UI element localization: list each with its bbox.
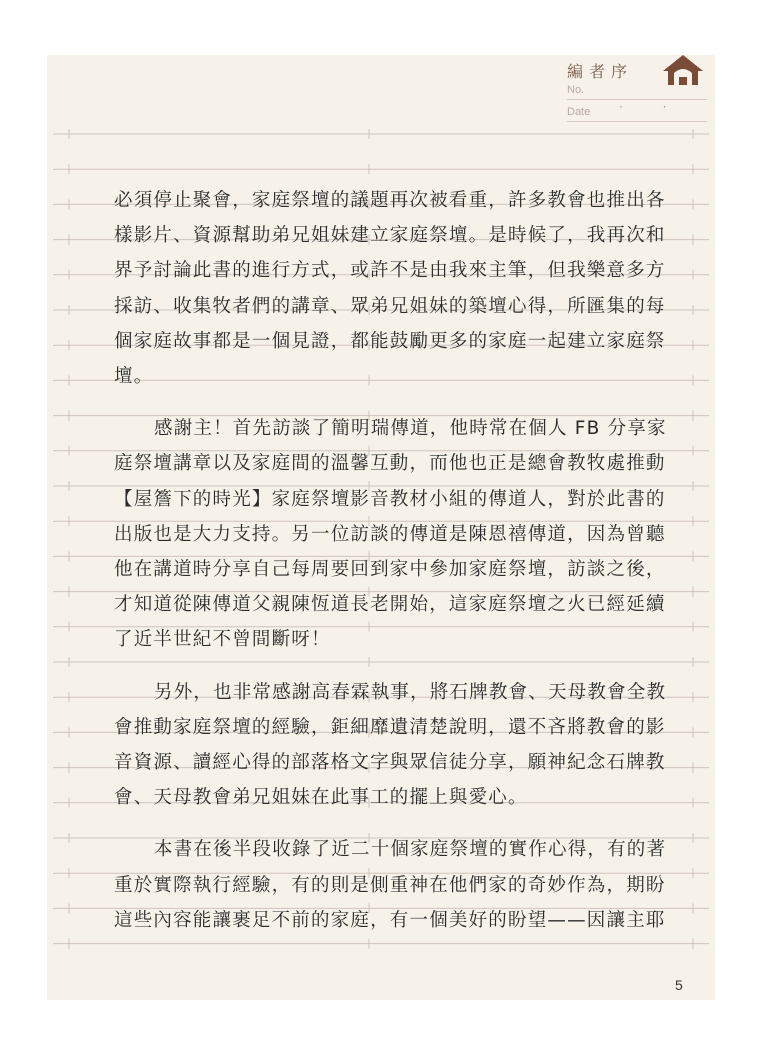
text-line: 才知道從陳傳道父親陳恆道長老開始，這家庭祭壇之火已經延續 xyxy=(114,594,666,616)
text-line: 會、天母教會弟兄姐妹在此事工的擺上與愛心。 xyxy=(114,787,528,809)
notebook-page xyxy=(47,55,715,1000)
text-line: 必須停止聚會，家庭祭壇的議題再次被看重，許多教會也推出各 xyxy=(114,190,666,211)
text-line: 這些內容能讓裹足不前的家庭，有一個美好的盼望——因讓主耶 xyxy=(114,909,666,931)
date-label: Date xyxy=(567,106,591,118)
section-title: 編者序 xyxy=(567,62,634,81)
text-line: 採訪、收集牧者們的講章、眾弟兄姐妹的築壇心得，所匯集的每 xyxy=(114,295,666,317)
text-line: 音資源、讀經心得的部落格文字與眾信徒分享，願神紀念石牌教 xyxy=(114,752,666,774)
text-line: 出版也是大力支持。另一位訪談的傳道是陳恩禧傳道，因為曾聽 xyxy=(114,523,666,545)
paragraph xyxy=(114,183,666,394)
text-line: 了近半世紀不曾間斷呀！ xyxy=(114,629,331,651)
date-dots: · · xyxy=(619,100,685,114)
page-header xyxy=(567,55,707,125)
text-line: 樣影片、資源幫助弟兄姐妹建立家庭祭壇。是時候了，我再次和 xyxy=(114,225,666,247)
paragraph xyxy=(114,675,667,816)
page-number: 5 xyxy=(675,977,683,993)
text-line: 壇。 xyxy=(114,366,154,388)
text-line: 感謝主！首先訪談了簡明瑞傳道，他時常在個人 FB 分享家 xyxy=(154,418,667,440)
house-icon xyxy=(659,51,707,91)
text-line: 界予討論此書的進行方式，或許不是由我來主筆，但我樂意多方 xyxy=(114,260,666,282)
date-underline xyxy=(567,121,707,122)
body-text xyxy=(114,183,667,938)
text-line: 庭祭壇講章以及家庭間的溫馨互動，而他也正是總會教牧處推動 xyxy=(114,453,666,475)
text-line: 他在講道時分享自己每周要回到家中參加家庭祭壇，訪談之後， xyxy=(114,559,666,581)
text-line: 個家庭故事都是一個見證，都能鼓勵更多的家庭一起建立家庭祭 xyxy=(114,330,666,352)
text-line: 重於實際執行經驗，有的則是側重神在他們家的奇妙作為，期盼 xyxy=(114,874,666,896)
text-line: 【屋簷下的時光】家庭祭壇影音教材小組的傳道人，對於此書的 xyxy=(114,488,666,510)
no-label: No. xyxy=(567,84,585,96)
paragraph xyxy=(114,411,667,657)
text-line: 本書在後半段收錄了近二十個家庭祭壇的實作心得，有的著 xyxy=(154,839,667,861)
paragraph xyxy=(114,832,667,938)
text-line: 另外，也非常感謝高春霖執事，將石牌教會、天母教會全教 xyxy=(154,681,667,703)
text-line: 會推動家庭祭壇的經驗，鉅細靡遺清楚說明，還不吝將教會的影 xyxy=(114,716,666,738)
